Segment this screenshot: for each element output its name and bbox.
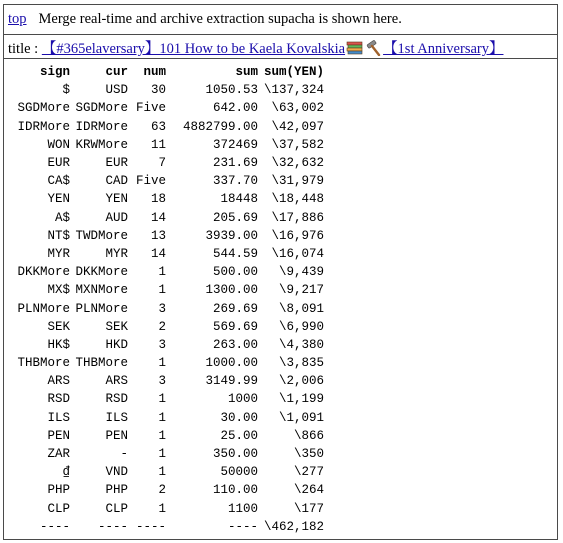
cell-sign: EUR [47, 156, 70, 171]
cell-cur: EUR [105, 156, 128, 171]
cell-sum: 642.00 [212, 101, 258, 116]
table-row [12, 263, 324, 281]
cell-sign: HK$ [47, 337, 70, 352]
table-row [12, 354, 324, 372]
cell-sign: A$ [54, 210, 70, 225]
cell-sum-yen: \16,976 [271, 228, 324, 243]
cell-num: Five [135, 174, 166, 189]
cell-sign: RSD [47, 392, 70, 407]
cell-sum-yen: \18,448 [271, 192, 324, 207]
cell-sum-yen: \42,097 [271, 119, 324, 134]
cell-num: 1 [158, 392, 166, 407]
table-row [12, 118, 324, 136]
cell-cur: YEN [105, 192, 128, 207]
table-row [12, 81, 324, 99]
cell-sum-yen: \3,835 [278, 356, 324, 371]
cell-sum-yen: \9,439 [278, 265, 324, 280]
table-row [12, 281, 324, 299]
cell-sum-yen: \16,074 [271, 246, 324, 261]
video-title-tail: 【1st Anniversary】 [383, 41, 504, 57]
table-row [12, 190, 324, 208]
cell-cur: CLP [105, 501, 128, 516]
cell-num: 1 [158, 428, 166, 443]
cell-sign: SGDMore [17, 101, 70, 116]
table-row [12, 318, 324, 336]
divider [4, 34, 557, 35]
table-row [12, 390, 324, 408]
cell-sum-yen: \137,324 [263, 83, 324, 98]
table-row [12, 299, 324, 317]
cell-cur: MYR [105, 246, 128, 261]
cell-num: 11 [150, 137, 166, 152]
cell-sum: 569.69 [212, 319, 258, 334]
cell-sign: PEN [47, 428, 70, 443]
table-row [12, 99, 324, 117]
cell-num: 18 [150, 192, 166, 207]
total-separator: ---- [227, 519, 258, 534]
cell-sum: 110.00 [212, 483, 258, 498]
cell-num: 7 [158, 156, 166, 171]
cell-num: 3 [158, 337, 166, 352]
cell-sum-yen: \31,979 [271, 174, 324, 189]
cell-num: 1 [158, 501, 166, 516]
cell-cur: AUD [105, 210, 128, 225]
cell-sum-yen: \8,091 [278, 301, 324, 316]
cell-cur: THBMore [75, 356, 128, 371]
cell-num: 14 [150, 210, 166, 225]
cell-sum: 1100 [227, 501, 258, 516]
table-row [12, 500, 324, 518]
cell-num: 2 [158, 483, 166, 498]
cell-cur: ARS [105, 374, 128, 389]
cell-sum: 50000 [220, 465, 258, 480]
column-header-sum: sum [235, 65, 258, 80]
cell-sum: 350.00 [212, 447, 258, 462]
cell-sum: 263.00 [212, 337, 258, 352]
cell-num: 1 [158, 447, 166, 462]
cell-num: 1 [158, 265, 166, 280]
cell-sum-yen: \177 [293, 501, 324, 516]
cell-sum: 269.69 [212, 301, 258, 316]
cell-sum-yen: \264 [293, 483, 324, 498]
video-title-text: 【#365elaversary】101 How to be Kaela Kovalskia [41, 41, 346, 57]
video-title-link[interactable] [42, 41, 504, 57]
table-row [12, 172, 324, 190]
cell-num: 1 [158, 356, 166, 371]
cell-sign: IDRMore [17, 119, 70, 134]
cell-num: 13 [150, 228, 166, 243]
cell-sign: NT$ [47, 228, 70, 243]
cell-sum: 1300.00 [205, 283, 258, 298]
cell-sum-yen: \32,632 [271, 156, 324, 171]
cell-sum-yen: \866 [293, 428, 324, 443]
cell-sign: YEN [47, 192, 70, 207]
cell-sum-yen: \1,091 [278, 410, 324, 425]
cell-sum: 3939.00 [205, 228, 258, 243]
cell-sum-yen: \4,380 [278, 337, 324, 352]
cell-num: 1 [158, 283, 166, 298]
cell-sign: PLNMore [17, 301, 70, 316]
cell-sum: 337.70 [212, 174, 258, 189]
cell-num: 30 [150, 83, 166, 98]
table-row [12, 427, 324, 445]
title-label: title : [8, 41, 39, 57]
cell-cur: HKD [105, 337, 128, 352]
cell-sum-yen: \9,217 [278, 283, 324, 298]
table-row [12, 481, 324, 499]
cell-sum: 30.00 [220, 410, 258, 425]
cell-cur: PLNMore [75, 301, 128, 316]
cell-sum: 500.00 [212, 265, 258, 280]
cell-cur: MXNMore [75, 283, 128, 298]
superchat-summary-panel [3, 4, 558, 540]
cell-sum: 205.69 [212, 210, 258, 225]
cell-num: Five [135, 101, 166, 116]
cell-cur: DKKMore [75, 265, 128, 280]
cell-sum-yen: \277 [293, 465, 324, 480]
cell-sign: THBMore [17, 356, 70, 371]
cell-num: 1 [158, 465, 166, 480]
table-row [12, 154, 324, 172]
cell-num: 3 [158, 374, 166, 389]
table-row [12, 372, 324, 390]
cell-sum: 1050.53 [205, 83, 258, 98]
table-row [12, 445, 324, 463]
cell-sum: 372469 [212, 137, 258, 152]
total-separator: ---- [135, 519, 166, 534]
cell-sign: CLP [47, 501, 70, 516]
cell-sum: 231.69 [212, 156, 258, 171]
cell-num: 2 [158, 319, 166, 334]
cell-cur: PHP [105, 483, 128, 498]
cell-cur: ILS [105, 410, 128, 425]
cell-cur: - [120, 447, 128, 462]
cell-cur: SEK [105, 319, 128, 334]
cell-sum: 1000 [227, 392, 258, 407]
table-row [12, 463, 324, 481]
cell-sign: $ [62, 83, 70, 98]
cell-num: 1 [158, 410, 166, 425]
cell-sum-yen: \1,199 [278, 392, 324, 407]
column-header-cur: cur [105, 65, 128, 80]
total-row [12, 518, 324, 536]
cell-sum-yen: \37,582 [271, 137, 324, 152]
cell-sum: 25.00 [220, 428, 258, 443]
top-link[interactable]: top [8, 11, 27, 27]
cell-sign: ARS [47, 374, 70, 389]
column-header-num: num [143, 65, 166, 80]
cell-cur: VND [105, 465, 128, 480]
total-separator: ---- [97, 519, 128, 534]
column-header-sign: sign [39, 65, 70, 80]
cell-sum-yen: \2,006 [278, 374, 324, 389]
table-header-row [12, 63, 324, 81]
cell-cur: CAD [105, 174, 128, 189]
cell-sign: WON [47, 137, 70, 152]
table-row [12, 136, 324, 154]
divider [4, 58, 557, 59]
table-row [12, 409, 324, 427]
cell-sum: 544.59 [212, 246, 258, 261]
cell-sign: MX$ [47, 283, 70, 298]
cell-num: 14 [150, 246, 166, 261]
header-row [8, 11, 402, 28]
cell-cur: TWDMore [75, 228, 128, 243]
cell-sum-yen: \63,002 [271, 101, 324, 116]
cell-sign: ILS [47, 410, 70, 425]
cell-sign: ZAR [47, 447, 70, 462]
cell-sum: 18448 [220, 192, 258, 207]
currency-table [12, 63, 324, 536]
cell-sign: PHP [47, 483, 70, 498]
cell-sign: DKKMore [17, 265, 70, 280]
table-row [12, 209, 324, 227]
table-row [12, 336, 324, 354]
total-sum-yen: \462,182 [263, 519, 324, 534]
cell-cur: USD [105, 83, 128, 98]
cell-sum-yen: \17,886 [271, 210, 324, 225]
cell-cur: KRWMore [75, 137, 128, 152]
column-header-sum-yen: sum(YEN) [263, 65, 324, 80]
cell-cur: RSD [105, 392, 128, 407]
cell-sum: 4882799.00 [182, 119, 258, 134]
cell-num: 63 [150, 119, 166, 134]
cell-cur: PEN [105, 428, 128, 443]
table-body [12, 81, 324, 536]
info-message: Merge real-time and archive extraction supacha is shown here. [38, 11, 402, 27]
cell-sign: ₫ [62, 465, 70, 480]
cell-cur: IDRMore [75, 119, 128, 134]
cell-sum-yen: \350 [293, 447, 324, 462]
table-row [12, 227, 324, 245]
table-row [12, 245, 324, 263]
cell-sum: 1000.00 [205, 356, 258, 371]
cell-num: 3 [158, 301, 166, 316]
cell-sign: MYR [47, 246, 70, 261]
cell-cur: SGDMore [75, 101, 128, 116]
total-separator: ---- [39, 519, 70, 534]
cell-sum-yen: \6,990 [278, 319, 324, 334]
cell-sign: SEK [47, 319, 70, 334]
cell-sign: CA$ [47, 174, 70, 189]
cell-sum: 3149.99 [205, 374, 258, 389]
